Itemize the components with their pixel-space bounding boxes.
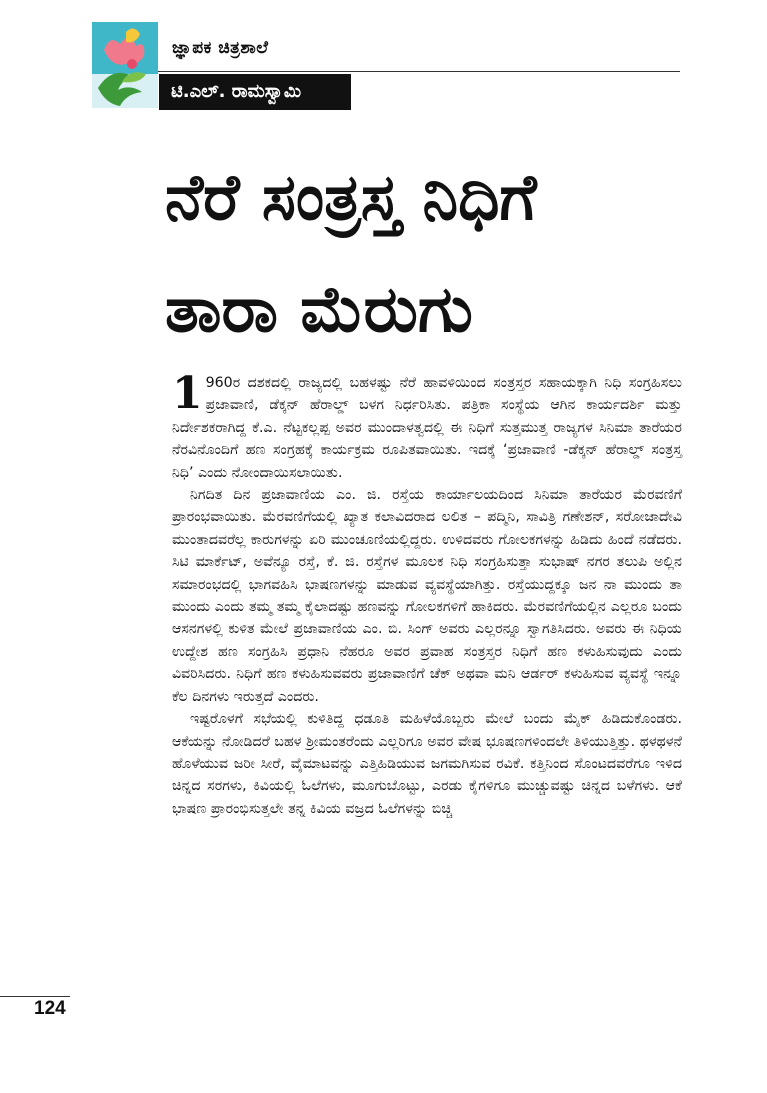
drop-cap: 1 — [172, 368, 203, 419]
paragraph-1 — [172, 368, 682, 484]
series-logo — [92, 22, 158, 108]
page-number: 124 — [34, 998, 66, 1019]
series-title: ಜ್ಞಾಪಕ ಚಿತ್ರಶಾಲೆ — [172, 38, 269, 58]
header-rule — [158, 71, 680, 72]
headline-line-2: ತಾರಾ ಮೆರುಗು — [165, 273, 473, 347]
footer-rule — [0, 996, 70, 997]
article-body — [172, 368, 682, 820]
author-name: ಟಿ.ಎಲ್. ರಾಮಸ್ವಾಮಿ — [159, 74, 351, 110]
paragraph-3: ಇಷ್ಟರೊಳಗೆ ಸಭೆಯಲ್ಲಿ ಕುಳಿತಿದ್ದ ಧಡೂತಿ ಮಹಿಳೆಯೊಬ್ಬರು ಮೇಲೆ ಬಂದು ಮೈಕ್ ಹಿಡಿದುಕೊಂಡರು. ಆಕೆಯನ್ನು ನೋಡಿದರೆ ಬಹಳ ಶ್ರೀಮಂತರೆಂದು ಎಲ್ಲರಿಗೂ ಅವರ ವೇಷ ಭೂಷಣಗಳಿಂದಲೇ ತಿಳಿಯುತ್ತಿತ್ತು. ಥಳಥಳನೆ ಹೊಳೆಯುವ ಜರೀ ಸೀರೆ, ವೈಮಾಟವನ್ನು ಎತ್ತಿಹಿಡಿಯುವ ಜಗಮಗಿಸುವ ರವಿಕೆ. ಕತ್ತಿನಿಂದ ಸೊಂಟದವರೆಗೂ ಇಳಿದ ಚಿನ್ನದ ಸರಗಳು, ಕಿವಿಯಲ್ಲಿ ಓಲೆಗಳು, ಮೂಗುಬೊಟ್ಟು, ಎರಡು ಕೈಗಳಿಗೂ ಮುಚ್ಚುವಷ್ಟು ಚಿನ್ನದ ಬಳೆಗಳು. ಆಕೆ ಭಾಷಣ ಪ್ರಾರಂಭಿಸುತ್ತಲೇ ತನ್ನ ಕಿವಿಯ ವಜ್ರದ ಓಲೆಗಳನ್ನು ಬಿಚ್ಚಿ — [172, 711, 682, 817]
page-title — [165, 142, 685, 366]
headline-line-1: ನೆರೆ ಸಂತ್ರಸ್ತ ನಿಧಿಗೆ — [165, 161, 537, 235]
paragraph-2: ನಿಗದಿತ ದಿನ ಪ್ರಜಾವಾಣಿಯ ಎಂ. ಜಿ. ರಸ್ತೆಯ ಕಾರ್ಯಾಲಯದಿಂದ ಸಿನಿಮಾ ತಾರೆಯರ ಮೆರವಣಿಗೆ ಪ್ರಾರಂಭವಾಯಿತು. ಮೆರವಣಿಗೆಯಲ್ಲಿ ಖ್ಯಾತ ಕಲಾವಿದರಾದ ಲಲಿತ – ಪದ್ಮಿನಿ, ಸಾವಿತ್ರಿ ಗಣೇಶನ್, ಸರೋಜಾದೇವಿ ಮುಂತಾದವರೆಲ್ಲ ಕಾರುಗಳನ್ನು ಏರಿ ಮುಂಚೂಣಿಯಲ್ಲಿದ್ದರು. ಉಳಿದವರು ಗೋಲಕಗಳನ್ನು ಹಿಡಿದು ಹಿಂದೆ ನಡೆದರು. ಸಿಟಿ ಮಾರ್ಕೆಟ್, ಅವೆನ್ಯೂ ರಸ್ತೆ, ಕೆ. ಜಿ. ರಸ್ತೆಗಳ ಮೂಲಕ ನಿಧಿ ಸಂಗ್ರಹಿಸುತ್ತಾ ಸುಭಾಷ್ ನಗರ ತಲುಪಿ ಅಲ್ಲಿನ ಸಮಾರಂಭದಲ್ಲಿ ಭಾಗವಹಿಸಿ ಭಾಷಣಗಳನ್ನು ಮಾಡುವ ವ್ಯವಸ್ಥೆಯಾಗಿತ್ತು. ರಸ್ತೆಯುದ್ದಕ್ಕೂ ಜನ ನಾ ಮುಂದು ತಾ ಮುಂದು ಎಂದು ತಮ್ಮ ತಮ್ಮ ಕೈಲಾದಷ್ಟು ಹಣವನ್ನು ಗೋಲಕಗಳಿಗೆ ಹಾಕಿದರು. ಮೆರವಣಿಗೆಯಲ್ಲಿನ ಎಲ್ಲರೂ ಬಂದು ಆಸನಗಳಲ್ಲಿ ಕುಳಿತ ಮೇಲೆ ಪ್ರಜಾವಾಣಿಯ ಎಂ. ಬಿ. ಸಿಂಗ್ ಅವರು ಎಲ್ಲರನ್ನೂ ಸ್ವಾಗತಿಸಿದರು. ಅವರು ಈ ನಿಧಿಯ ಉದ್ದೇಶ ಹಣ ಸಂಗ್ರಹಿಸಿ ಪ್ರಧಾನಿ ನೆಹರೂ ಅವರ ಪ್ರವಾಹ ಸಂತ್ರಸ್ತರ ನಿಧಿಗೆ ಹಣ ಕಳುಹಿಸುವುದು ಎಂದು ವಿವರಿಸಿದರು. ನಿಧಿಗೆ ಹಣ ಕಳುಹಿಸುವವರು ಪ್ರಜಾವಾಣಿಗೆ ಚೆಕ್ ಅಥವಾ ಮನಿ ಆರ್ಡರ್ ಕಳುಹಿಸುವ ವ್ಯವಸ್ಥೆ ಇನ್ನೂ ಕೆಲ ದಿನಗಳು ಇರುತ್ತದೆ ಎಂದರು. — [172, 487, 682, 705]
paragraph-1-text: 960ರ ದಶಕದಲ್ಲಿ ರಾಜ್ಯದಲ್ಲಿ ಬಹಳಷ್ಟು ನೆರೆ ಹಾವಳಿಯಿಂದ ಸಂತ್ರಸ್ತರ ಸಹಾಯಕ್ಕಾಗಿ ನಿಧಿ ಸಂಗ್ರಹಿಸಲು ಪ್ರಜಾವಾಣಿ, ಡೆಕ್ಕನ್ ಹೆರಾಲ್ಡ್ ಬಳಗ ನಿರ್ಧರಿಸಿತು. ಪತ್ರಿಕಾ ಸಂಸ್ಥೆಯ ಆಗಿನ ಕಾರ್ಯದರ್ಶಿ ಮತ್ತು ನಿರ್ದೇಶಕರಾಗಿದ್ದ ಕೆ.ಎ. ನೆಟ್ಟಕಲ್ಲಪ್ಪ ಅವರ ಮುಂದಾಳತ್ವದಲ್ಲಿ ಈ ನಿಧಿಗೆ ಸುತ್ತಮುತ್ತ ರಾಜ್ಯಗಳ ಸಿನಿಮಾ ತಾರೆಯರ ನೆರವಿನೊಂದಿಗೆ ಹಣ ಸಂಗ್ರಹಕ್ಕೆ ಕಾರ್ಯಕ್ರಮ ರೂಪಿತವಾಯಿತು. ಇದಕ್ಕೆ ‘ಪ್ರಜಾವಾಣಿ -ಡೆಕ್ಕನ್ ಹೆರಾಲ್ಡ್ ಸಂತ್ರಸ್ತ ನಿಧಿ’ ಎಂದು ನೋಂದಾಯಿಸಲಾಯಿತು. — [172, 375, 682, 481]
